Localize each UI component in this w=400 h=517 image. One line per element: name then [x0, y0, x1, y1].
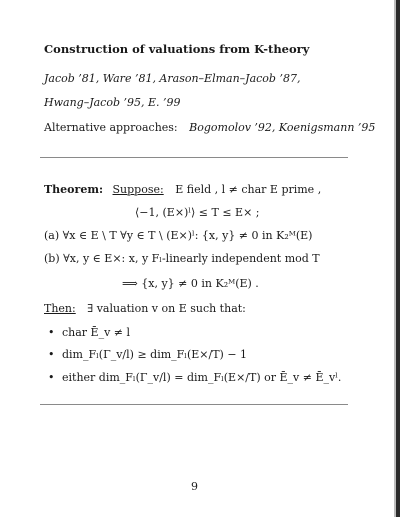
alternative-refs: Bogomolov ’92, Koenigsmann ’95	[189, 121, 376, 134]
then-label: Then:	[44, 302, 76, 315]
condition-b: (b) ∀x, y ∈ E×: x, y Fₗ-linearly independent mod T	[44, 252, 320, 265]
slide-title-text: Construction of valuations from K-theory	[44, 42, 310, 56]
bullet-text: dim_Fₗ(Γ_v/l) ≥ dim_Fₗ(E×/T) − 1	[62, 348, 248, 361]
hypothesis-1: E field , l ≠ char E prime ,	[175, 183, 322, 196]
theorem-label: Theorem:	[44, 183, 104, 196]
bullet-text: either dim_Fₗ(Γ_v/l) = dim_Fₗ(E×/T) or Ē_v ≠ Ē_vˡ.	[62, 371, 342, 384]
bullet-dot-icon: •	[48, 371, 55, 384]
condition-a: (a) ∀x ∈ E \ T ∀y ∈ T \ (E×)ˡ: {x, y} ≠ 0 in K₂ᴹ(E)	[44, 229, 313, 242]
bullet-dot-icon: •	[48, 326, 55, 339]
scan-edge	[396, 0, 400, 517]
conclusion-line	[44, 302, 246, 315]
alternative-label: Alternative approaches:	[44, 121, 178, 134]
suppose-label: Suppose:	[112, 183, 164, 196]
bullet-item	[48, 326, 130, 339]
hypothesis-2: ⟨−1, (E×)ˡ⟩ ≤ T ≤ E× ;	[135, 206, 260, 219]
page-number: 9	[191, 480, 198, 493]
bullet-text: char Ē_v ≠ l	[62, 326, 131, 339]
alternative-approaches	[44, 121, 375, 134]
references-line-2: Hwang–Jacob ’95, E. ’99	[44, 96, 181, 109]
bullet-item	[48, 348, 247, 361]
divider-top	[40, 157, 348, 158]
conclusion-text: ∃ valuation v on E such that:	[87, 302, 246, 315]
implication: ⟹ {x, y} ≠ 0 in K₂ᴹ(E) .	[122, 277, 259, 290]
slide-title	[44, 42, 309, 56]
theorem-header	[44, 183, 321, 196]
bullet-item	[48, 371, 341, 384]
divider-bottom	[40, 404, 348, 405]
bullet-dot-icon: •	[48, 348, 55, 361]
references-line-1: Jacob ’81, Ware ’81, Arason–Elman–Jacob ’87,	[44, 72, 301, 85]
